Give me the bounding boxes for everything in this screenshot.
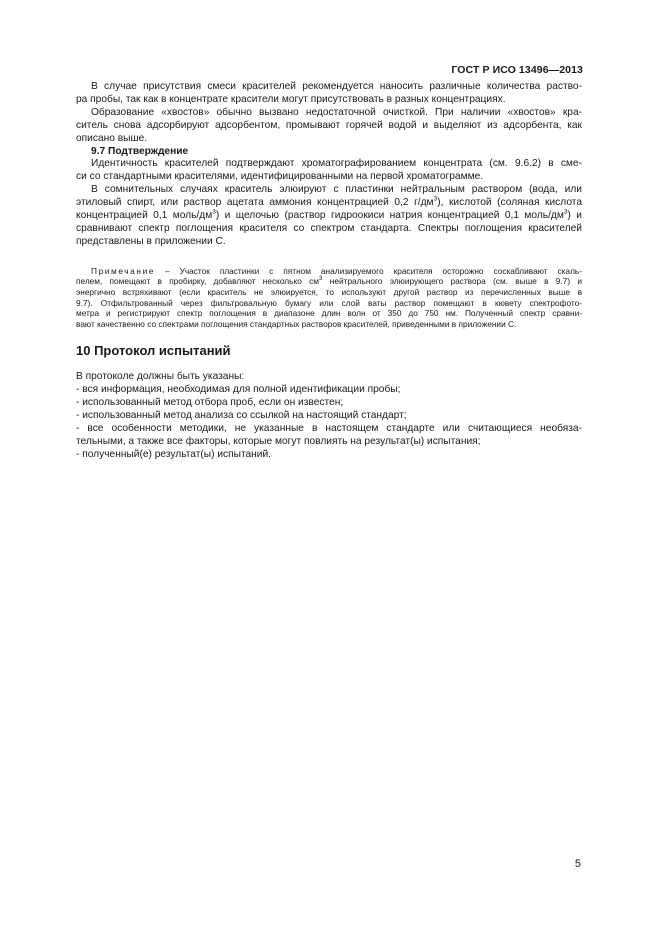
list-intro: В протоколе должны быть указаны: (76, 371, 245, 383)
text-fragment: нейтрального элюирующего раствора (см. выше в 9.7) и (322, 276, 582, 287)
text-line: представлены в приложении С. (76, 235, 226, 247)
text-fragment: ) и (567, 210, 582, 222)
list-item-continuation: тельными, а также все факторы, которые могут повлиять на результат(ы) испытания; (76, 435, 481, 447)
text-line: си со стандартными красителями, идентифицированными на первой хроматограмме. (76, 171, 484, 183)
document-body (76, 81, 582, 462)
text-line: ситель снова адсорбируют адсорбентом, промывают горячей водой и выделяют из адсорбента, как (76, 119, 582, 131)
paragraph-identity (76, 158, 582, 184)
superscript: 3 (212, 208, 216, 216)
text-line: вают качественно со спектрами поглощения стандартных растворов красителей, приведенными в приложении С. (76, 318, 517, 329)
text-fragment: этиловый спирт, или раствор ацетата аммония концентрацией 0,2 г/дм (76, 197, 434, 209)
superscript: 3 (563, 208, 568, 216)
text-line: 9.7). Отфильтрованный через фильтровальную бумагу или слой ваты раствор помещают в кювету спектрофото- (76, 297, 582, 308)
paragraph-elution (76, 184, 582, 249)
text-fragment: ), кислотой (соляная кислота (437, 197, 582, 209)
note-label: Примечание (91, 265, 156, 276)
text-line: Идентичность красителей подтверждают хроматографированием концентрата (см. 9.6.2) в сме- (91, 158, 582, 170)
text-line: ра пробы, так как в концентрате красители могут присутствовать в разных концентрациях. (76, 93, 506, 105)
text-line (76, 197, 582, 210)
text-line: энергично встряхивают (если краситель не элюируется, то используют другой раствор из перечисленных выше в (76, 286, 582, 297)
text-line: В случае присутствия смеси красителей рекомендуется наносить различные количества раство- (91, 81, 582, 92)
text-line (76, 276, 582, 287)
text-fragment: ) и щелочью (раствор гидроокиси натрия концентрацией 0,1 моль/дм (215, 210, 564, 222)
list-item: - использованный метод анализа со ссылкой на настоящий стандарт; (76, 409, 407, 421)
text-fragment: – Участок пластинки с пятном анализируемого красителя осторожно соскабливают скаль- (155, 265, 582, 276)
note-block (76, 266, 582, 330)
protocol-list (76, 371, 582, 461)
text-line: Образование «хвостов» обычно вызвано недостаточной очисткой. При наличии «хвостов» кра- (91, 106, 582, 118)
text-line: метра и регистрируют спектр поглощения в диапазоне длин волн от 350 до 750 нм. Полученный спектр сравни- (76, 308, 582, 319)
text-line: сравнивают спектр поглощения красителя со спектром стандарта. Спектры поглощения красителей (76, 222, 582, 234)
text-fragment: концентрацией 0,1 моль/дм (76, 210, 213, 222)
superscript: 3 (433, 195, 438, 203)
section-heading-9-7: 9.7 Подтверждение (91, 145, 189, 157)
list-item: - все особенности методики, не указанные в настоящем стандарте или считающиеся необяза- (76, 422, 582, 434)
text-line: В сомнительных случаях краситель элюируют с пластинки нейтральным раствором (вода, или (91, 184, 582, 196)
text-line (76, 266, 582, 277)
paragraph-dye-mixture (76, 81, 582, 107)
list-item: - использованный метод отбора проб, если он известен; (76, 397, 344, 409)
list-item: - вся информация, необходимая для полной идентификации пробы; (76, 384, 401, 396)
section-heading-10: 10 Протокол испытаний (76, 343, 231, 359)
text-line: описано выше. (76, 132, 148, 144)
document-header: ГОСТ Р ИСО 13496—2013 (451, 64, 583, 76)
text-line (76, 210, 582, 223)
list-item: - полученный(е) результат(ы) испытаний. (76, 448, 272, 460)
superscript: 3 (318, 275, 323, 283)
text-fragment: пелем, помещают в пробирку, добавляют несколько см (76, 276, 319, 287)
page-number: 5 (574, 858, 581, 870)
paragraph-tails (76, 107, 582, 146)
